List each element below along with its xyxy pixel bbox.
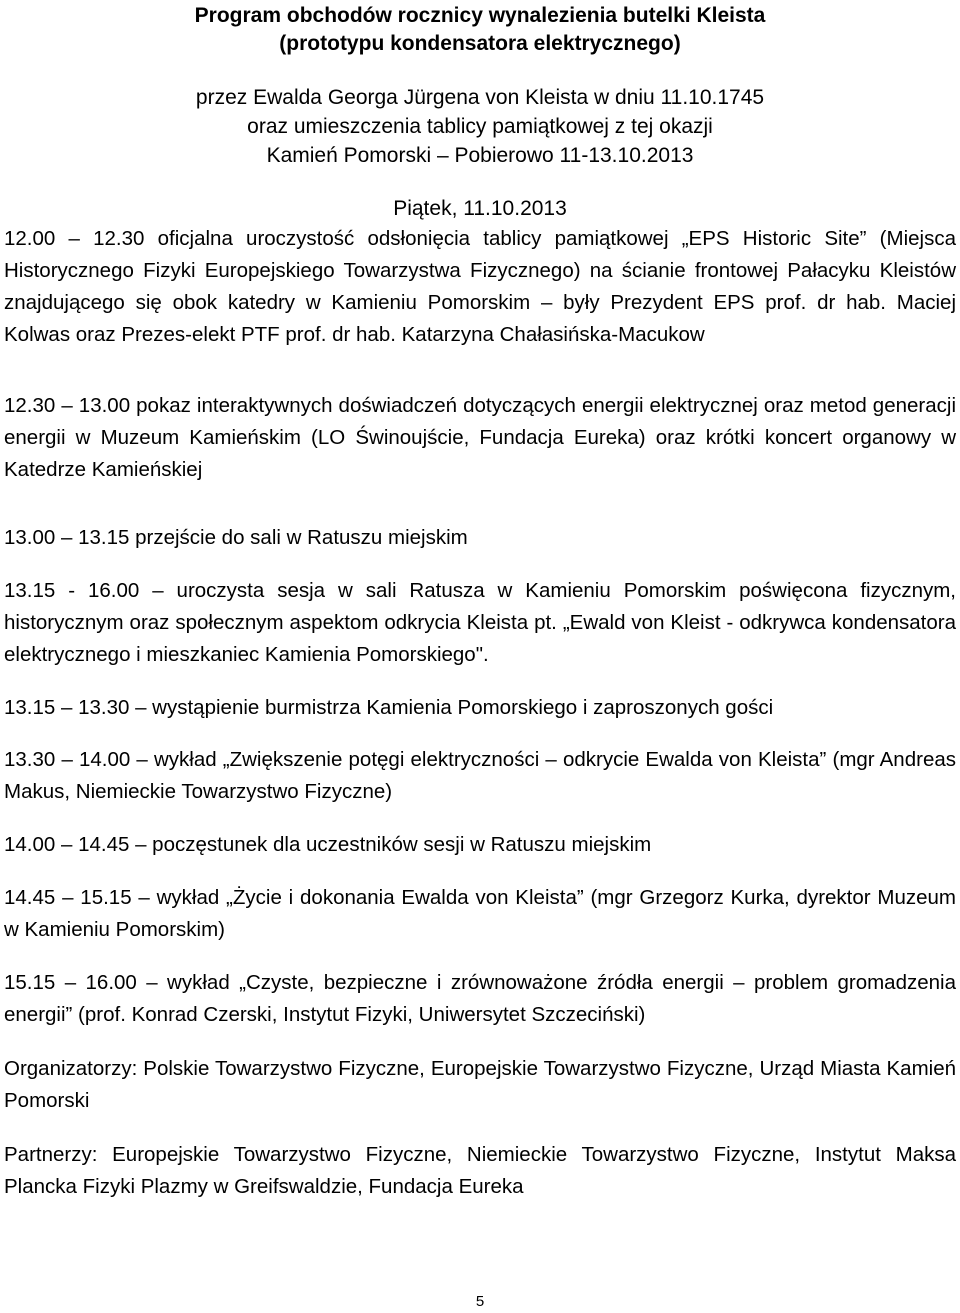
schedule-item: 14.45 – 15.15 – wykład „Życie i dokonania Ewalda von Kleista” (mgr Grzegorz Kurka, dyrektor Muzeum w Kamieniu Pomorskim) (4, 886, 956, 941)
schedule-item: 13.30 – 14.00 – wykład „Zwiększenie potęgi elektryczności – odkrycie Ewalda von Kleista” (mgr Andreas Makus, Niemieckie Towarzystwo Fizyczne) (4, 748, 956, 803)
schedule-item: 13.00 – 13.15 przejście do sali w Ratuszu miejskim (4, 526, 468, 549)
day-heading: Piątek, 11.10.2013 (393, 197, 567, 220)
page-number: 5 (475, 1293, 485, 1310)
schedule-item: 12.00 – 12.30 oficjalna uroczystość odsłonięcia tablicy pamiątkowej „EPS Historic Site” (Miejsca Historycznego Fizyki Europejskiego Towarzystwa Fizycznego) na ścianie frontowej Pałacyku Kleistów znajdującego się obok katedry w Kamieniu Pomorskim – były Prezydent EPS prof. dr hab. Maciej Kolwas oraz Prezes-elekt PTF prof. dr hab. Katarzyna Chałasińska-Macukow (4, 227, 956, 346)
title-line-1: Program obchodów rocznicy wynalezienia butelki Kleista (194, 4, 766, 27)
schedule-item: 15.15 – 16.00 – wykład „Czyste, bezpieczne i zrównoważone źródła energii – problem gromadzenia energii” (prof. Konrad Czerski, Instytut Fizyki, Uniwersytet Szczeciński) (4, 971, 956, 1026)
organizers: Organizatorzy: Polskie Towarzystwo Fizyczne, Europejskie Towarzystwo Fizyczne, Urząd Miasta Kamień Pomorski (4, 1057, 956, 1112)
subtitle-line-3: Kamień Pomorski – Pobierowo 11-13.10.2013 (266, 144, 694, 167)
schedule-item: 13.15 – 13.30 – wystąpienie burmistrza Kamienia Pomorskiego i zaproszonych gości (4, 696, 774, 719)
title-line-2: (prototypu kondensatora elektrycznego) (279, 32, 681, 55)
subtitle-line-1: przez Ewalda Georga Jürgena von Kleista w dniu 11.10.1745 (195, 86, 765, 109)
schedule-item: 14.00 – 14.45 – poczęstunek dla uczestników sesji w Ratuszu miejskim (4, 833, 652, 856)
partners: Partnerzy: Europejskie Towarzystwo Fizyczne, Niemieckie Towarzystwo Fizyczne, Instytut Maksa Plancka Fizyki Plazmy w Greifswaldzie, Fundacja Eureka (4, 1143, 956, 1198)
subtitle-line-2: oraz umieszczenia tablicy pamiątkowej z tej okazji (247, 115, 713, 138)
schedule-item: 12.30 – 13.00 pokaz interaktywnych doświadczeń dotyczących energii elektrycznej oraz metod generacji energii w Muzeum Kamieńskim (LO Świnoujście, Fundacja Eureka) oraz krótki koncert organowy w Katedrze Kamieńskiej (4, 394, 956, 481)
schedule-item: 13.15 - 16.00 – uroczysta sesja w sali Ratusza w Kamieniu Pomorskim poświęcona fizycznym, historycznym oraz społecznym aspektom odkrycia Kleista pt. „Ewald von Kleist - odkrywca kondensatora elektrycznego i mieszkaniec Kamienia Pomorskiego". (4, 579, 956, 666)
